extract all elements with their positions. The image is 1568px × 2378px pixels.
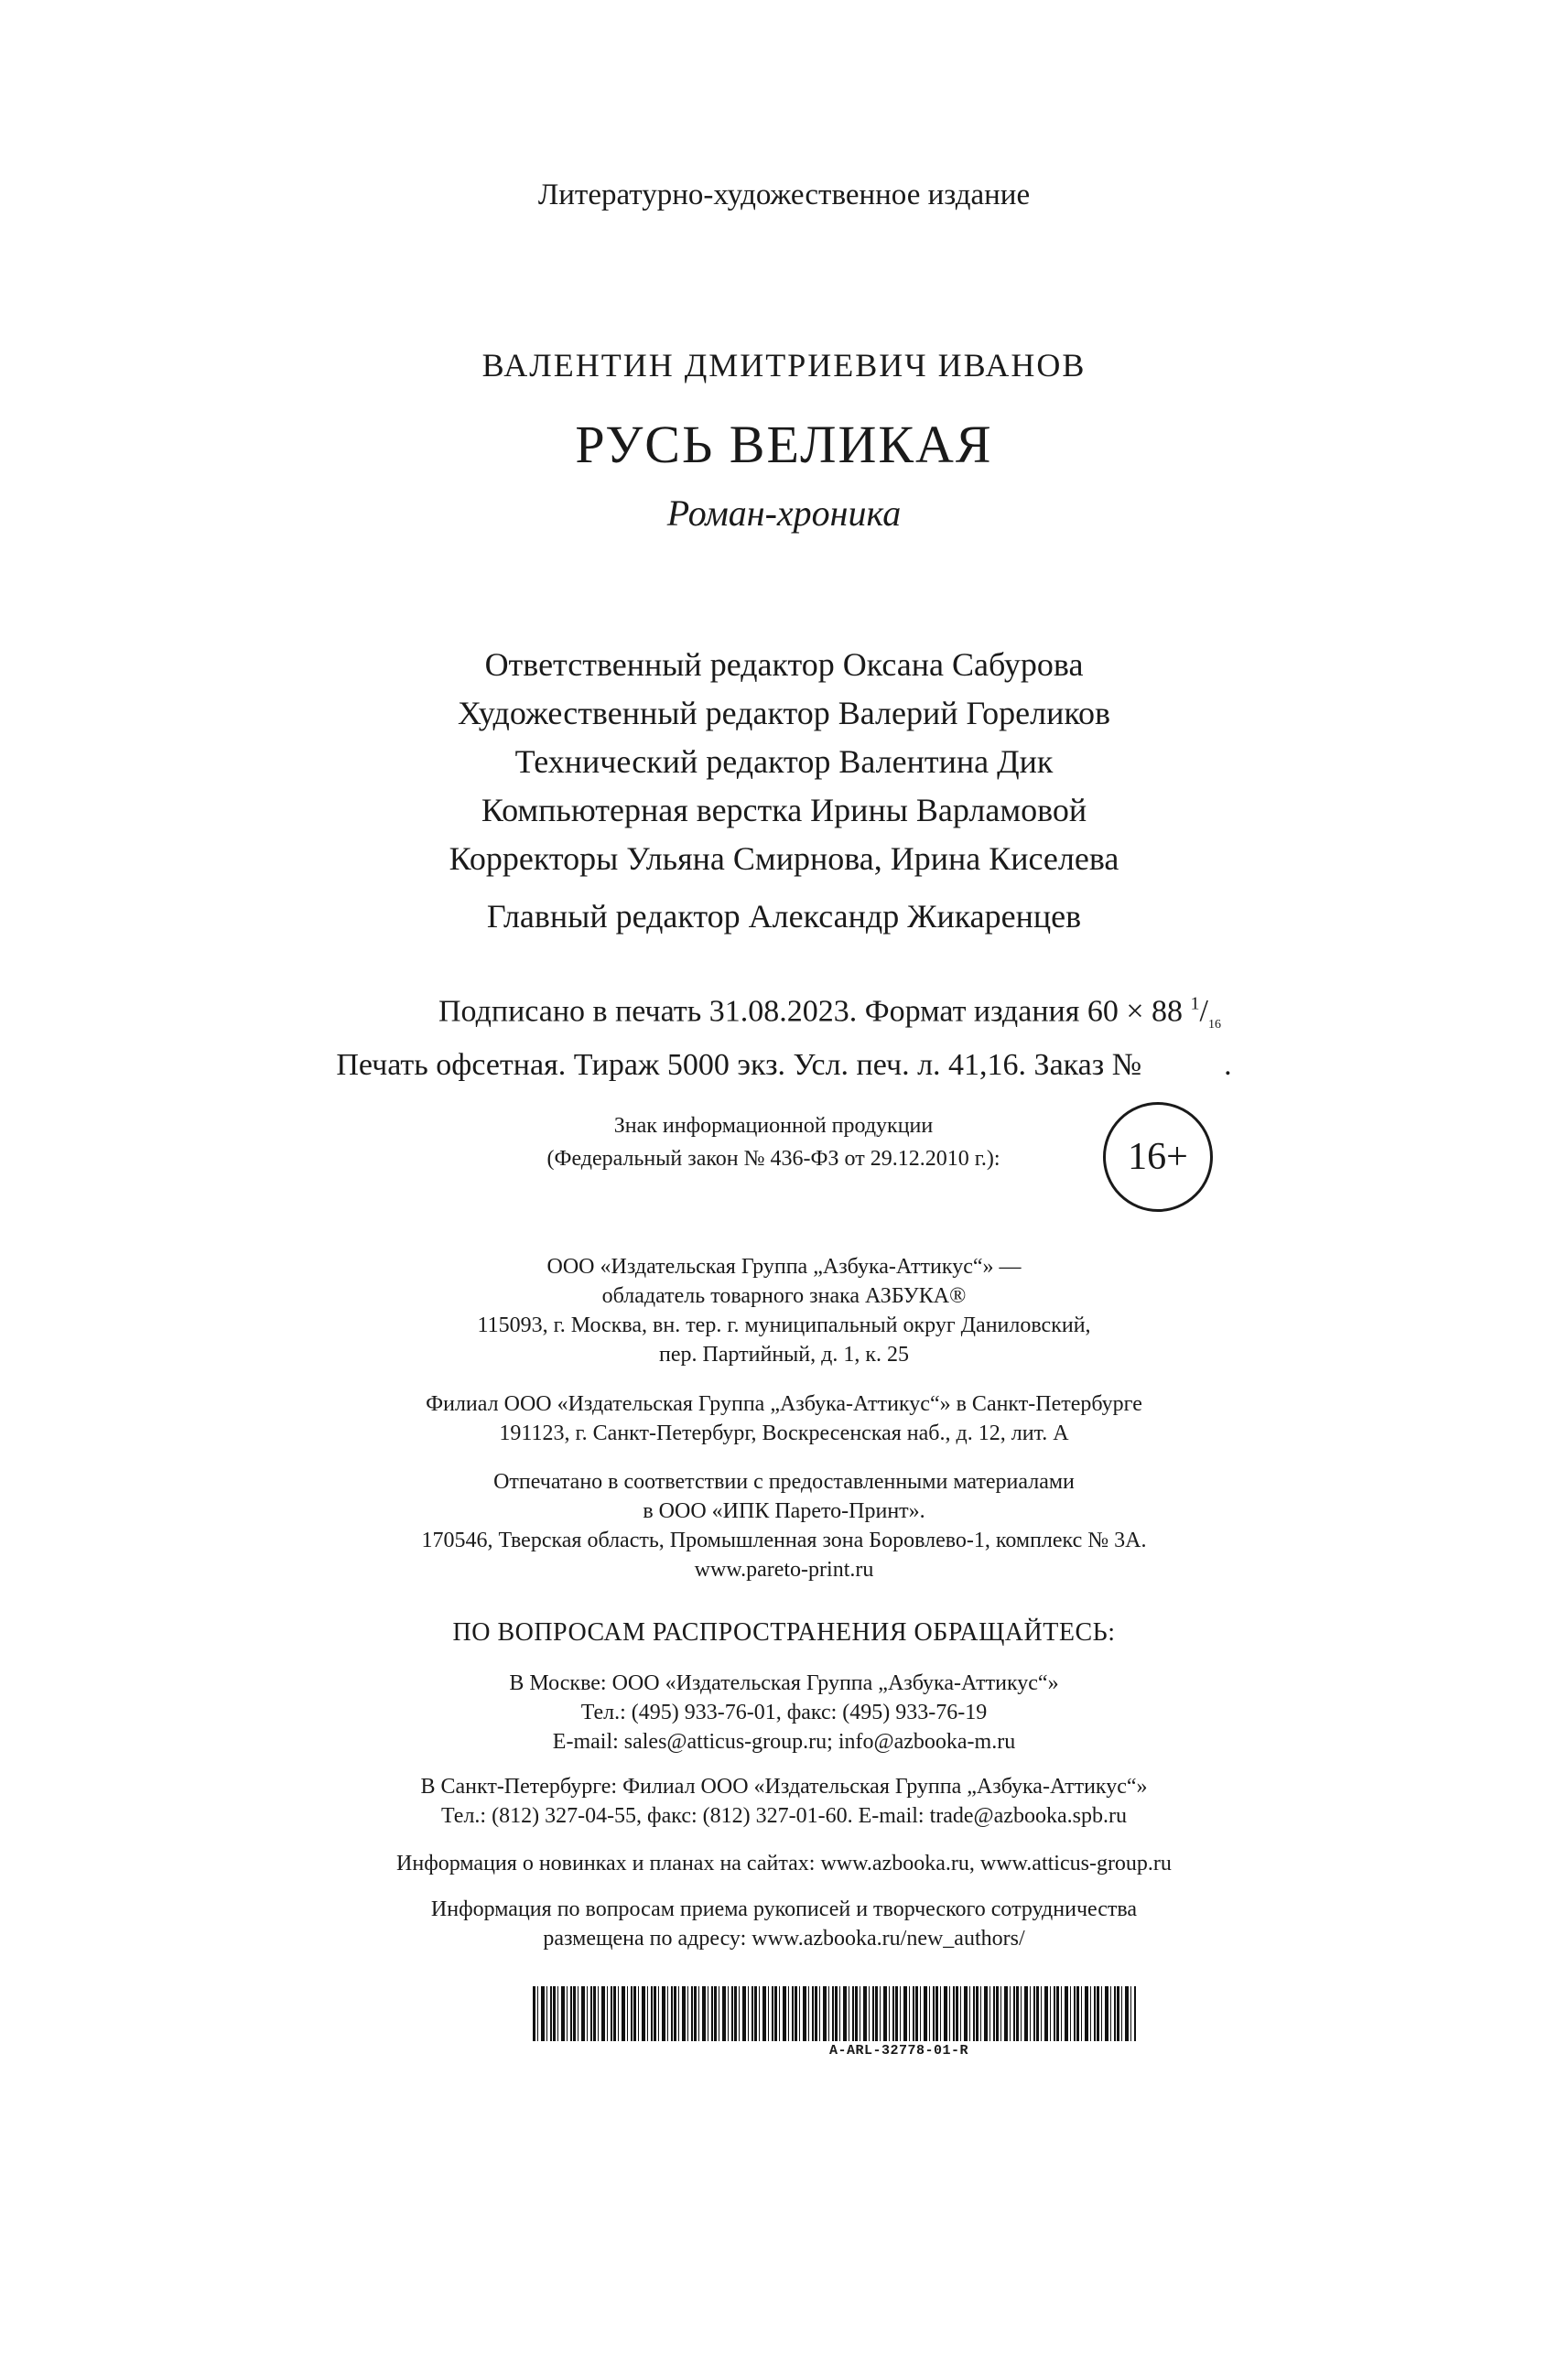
spb-contacts [0,1772,1568,1831]
moscow-email: E-mail: sales@atticus-group.ru; info@azbooka-m.ru [552,1730,1016,1754]
publisher-line: 115093, г. Москва, вн. тер. г. муниципальный округ Даниловский, [477,1313,1091,1337]
age-sign-law: (Федеральный закон № 436-ФЗ от 29.12.2010 г.): [546,1147,1000,1171]
printer-line: Отпечатано в соответствии с предоставленными материалами [493,1470,1075,1494]
genre-label: Литературно-художественное издание [537,178,1031,211]
author-name: ВАЛЕНТИН ДМИТРИЕВИЧ ИВАНОВ [481,347,1087,384]
publisher-info [0,1252,1568,1369]
moscow-contacts [0,1669,1568,1756]
chief-editor: Главный редактор Александр Жикаренцев [486,898,1082,935]
manuscripts-line: Информация по вопросам приема рукописей и творческого сотрудничества [430,1897,1138,1921]
print-info-line2 [0,1045,1568,1086]
spb-phone: Тел.: (812) 327-04-55, факс: (812) 327-01-60. E-mail: trade@azbooka.spb.ru [441,1804,1127,1828]
staff-line: Ответственный редактор Оксана Сабурова [484,646,1084,683]
book-subtitle: Роман-хроника [666,492,902,534]
spb-line: В Санкт-Петербурге: Филиал ООО «Издательская Группа „Азбука-Аттикус“» [420,1775,1148,1799]
age-rating-badge: 16+ [1103,1102,1213,1212]
barcode-block [533,1986,1137,2069]
branch-line: 191123, г. Санкт-Петербург, Воскресенская наб., д. 12, лит. А [499,1421,1069,1445]
staff-line: Корректоры Ульяна Смирнова, Ирина Киселева [449,840,1119,877]
printer-url: www.pareto-print.ru [694,1558,874,1582]
publisher-line: пер. Партийный, д. 1, к. 25 [658,1343,910,1367]
manuscripts-info [0,1895,1568,1953]
book-title: РУСЬ ВЕЛИКАЯ [575,415,993,474]
distribution-heading: ПО ВОПРОСАМ РАСПРОСТРАНЕНИЯ ОБРАЩАЙТЕСЬ: [452,1618,1116,1647]
staff-line: Художественный редактор Валерий Гореликов [457,695,1111,731]
print-format-text: Подписано в печать 31.08.2023. Формат издания 60 × 88 [438,994,1184,1029]
order-number-end: . [1224,1048,1232,1083]
staff-line: Технический редактор Валентина Дик [514,743,1054,780]
age-rating-block [462,1109,1231,1228]
sites-info: Информация о новинках и планах на сайтах: www.azbooka.ru, www.atticus-group.ru [396,1852,1172,1875]
format-fraction: $^1/_{16}$ [1190,994,1221,1032]
barcode-label: A-ARL-32778-01-R [828,2043,969,2059]
printer-line: в ООО «ИПК Парето-Принт». [643,1499,925,1523]
manuscripts-url: размещена по адресу: www.azbooka.ru/new_authors/ [543,1927,1025,1951]
age-rating-text [462,1109,1085,1175]
branch-line: Филиал ООО «Издательская Группа „Азбука-Аттикус“» в Санкт-Петербурге [426,1392,1142,1416]
editorial-staff [0,641,1568,883]
print-info [0,984,1568,1086]
age-sign-line: Знак информационной продукции [613,1114,934,1138]
staff-line: Компьютерная верстка Ирины Варламовой [481,792,1087,828]
printer-info [0,1467,1568,1584]
fraction-numerator: 1 [1190,994,1200,1014]
publisher-line: ООО «Издательская Группа „Азбука-Аттикус“» — [546,1255,1022,1279]
print-run-text: Печать офсетная. Тираж 5000 экз. Усл. печ. л. 41,16. Заказ № [336,1048,1142,1083]
print-info-line1 [46,984,1568,1045]
barcode-icon [533,1986,1137,2041]
moscow-phone: Тел.: (495) 933-76-01, факс: (495) 933-76-19 [580,1701,988,1724]
moscow-line: В Москве: ООО «Издательская Группа „Азбука-Аттикус“» [509,1671,1059,1695]
fraction-denominator: 16 [1207,1018,1221,1032]
printer-line: 170546, Тверская область, Промышленная зона Боровлево-1, комплекс № 3А. [421,1529,1147,1552]
publisher-line: обладатель товарного знака АЗБУКА® [601,1284,967,1308]
branch-info [0,1389,1568,1448]
